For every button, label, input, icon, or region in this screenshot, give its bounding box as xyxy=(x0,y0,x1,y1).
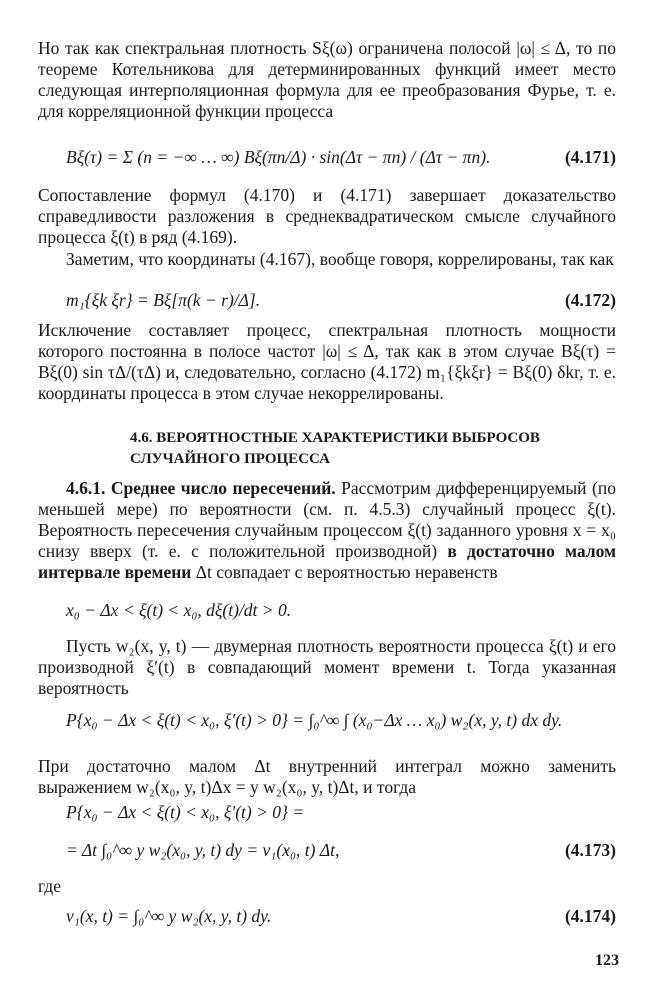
equation-inequalities-formula: x₀ − Δx < ξ(t) < x₀, dξ(t)/dt > 0. xyxy=(66,600,292,620)
paragraph-crossings xyxy=(38,478,616,583)
paragraph-density: Пусть w₂(x, y, t) — двумерная плотность вероятности процесса ξ(t) и его производной ξ′(t) в совпадающий момент времени t. Тогда указанная вероятность xyxy=(38,636,616,698)
equation-4-173-formula: = Δt ∫₀^∞ y w₂(x₀, y, t) dy = v₁(x₀, t) Δt, xyxy=(66,840,340,860)
paragraph-kotelnikov: Но так как спектральная плотность Sξ(ω) ограничена полосой |ω| ≤ Δ, то по теореме Котельникова для детерминированных функций имеет место следующая интерполяционная формула для ее преобразования Фурье, т. е. для корреляционной функции процесса xyxy=(38,38,616,121)
equation-4-173 xyxy=(38,840,616,870)
paragraph-comparison: Сопоставление формул (4.170) и (4.171) завершает доказательство справедливости разложения в среднеквадратическом смысле случайного процесса ξ(t) в ряд (4.169). xyxy=(38,185,616,247)
equation-4-172 xyxy=(38,290,616,320)
paragraph-crossings-tail: Δt совпадает с вероятностью неравенств xyxy=(191,562,498,582)
equation-4-174 xyxy=(38,906,616,936)
subsection-title-4-6-1: 4.6.1. Среднее число пересечений. xyxy=(66,478,336,498)
equation-4-171-formula: Bξ(τ) = Σ (n = −∞ … ∞) Bξ(πn/Δ) · sin(Δτ − πn) / (Δτ − πn). xyxy=(66,147,491,167)
equation-probability-formula: P{x₀ − Δx < ξ(t) < x₀, ξ′(t) > 0} = ∫₀^∞ ∫ (x₀−Δx … x₀) w₂(x, y, t) dx dy. xyxy=(66,710,563,730)
section-heading-4-6: 4.6. ВЕРОЯТНОСТНЫЕ ХАРАКТЕРИСТИКИ ВЫБРОСОВ СЛУЧАЙНОГО ПРОЦЕССА xyxy=(130,430,540,467)
equation-4-173-line-1-formula: P{x₀ − Δx < ξ(t) < x₀, ξ′(t) > 0} = xyxy=(66,802,305,822)
equation-4-171 xyxy=(38,147,616,177)
paragraph-exception: Исключение составляет процесс, спектральная плотность мощности которого постоянна в полосе частот |ω| ≤ Δ, так как в этом случае Bξ(τ) = Bξ(0) sin τΔ/(τΔ) и, следовательно, согласно (4.172) m₁{ξkξr} = Bξ(0) δkr, т. е. координаты процесса в этом случае некоррелированы. xyxy=(38,320,616,403)
equation-4-173-number: (4.173) xyxy=(564,840,616,860)
equation-4-174-number: (4.174) xyxy=(564,906,616,926)
equation-4-172-formula: m₁{ξk ξr} = Bξ[π(k − r)/Δ]. xyxy=(66,290,261,310)
paragraph-correlated: Заметим, что координаты (4.167), вообще говоря, коррелированы, так как xyxy=(66,249,614,269)
paragraph-where: где xyxy=(38,876,61,896)
paragraph-crossings-text: Рассмотрим дифференцируемый (по меньшей мере) по вероятности (см. п. 4.5.3) случайный процесс ξ(t). Вероятность пересечения случайным процессом ξ(t) заданного уровня x = x₀ снизу вверх (т. е. с положительной производной) xyxy=(38,478,616,561)
equation-4-172-number: (4.172) xyxy=(564,290,616,310)
paragraph-inner-integral: При достаточно малом Δt внутренний интеграл можно заменить выражением w₂(x₀, y, t)Δx = y w₂(x₀, y, t)Δt, и тогда xyxy=(38,756,616,797)
equation-inequalities xyxy=(38,600,616,630)
page-number: 123 xyxy=(595,952,619,969)
equation-probability xyxy=(38,710,616,740)
equation-4-171-number: (4.171) xyxy=(564,147,616,167)
equation-4-173-line-1 xyxy=(38,802,616,832)
equation-4-174-formula: v₁(x, t) = ∫₀^∞ y w₂(x, y, t) dy. xyxy=(66,906,272,926)
paragraph-crossings-bold: в достаточно малом интервале времени xyxy=(38,541,616,582)
